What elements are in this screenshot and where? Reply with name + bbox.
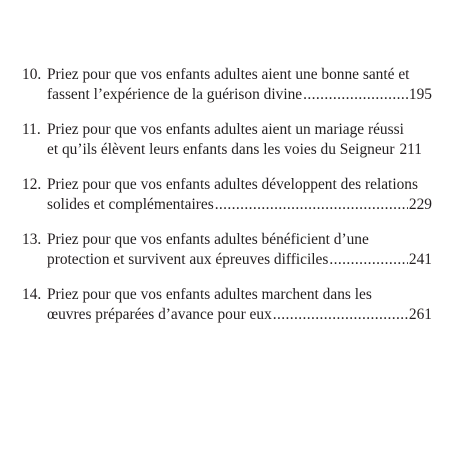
- toc-entry-title-line1: Priez pour que vos enfants adultes développent des relations: [47, 176, 418, 193]
- toc-entry-title-line2-row: [47, 140, 432, 160]
- toc-entry-number: 10.: [22, 66, 42, 83]
- toc-entry-title-line2: solides et complémentaires: [47, 196, 214, 213]
- toc-entry-page-number: 211: [399, 141, 422, 158]
- toc-entry-10: [22, 65, 432, 105]
- toc-entry-page-number: 241: [408, 251, 432, 268]
- toc-entry-title-line1: Priez pour que vos enfants adultes aient une bonne santé et: [47, 66, 410, 83]
- toc-entry-title-line2: protection et survivent aux épreuves difficiles: [47, 251, 329, 268]
- toc-entry-title-line2-row: [47, 85, 432, 105]
- toc-entry-page-number: 195: [408, 86, 432, 103]
- dot-leader: [329, 250, 408, 270]
- toc-entry-page-number: 229: [408, 196, 432, 213]
- toc-entry-title-line2: fassent l’expérience de la guérison divine: [47, 86, 303, 103]
- toc-entry-12: [22, 175, 432, 215]
- toc-entry-title-line2-row: [47, 250, 432, 270]
- toc-entry-title-line2: œuvres préparées d’avance pour eux: [47, 306, 272, 323]
- toc-entry-number: 11.: [22, 121, 41, 138]
- toc-entry-title-line2: et qu’ils élèvent leurs enfants dans les voies du Seigneur: [47, 141, 395, 158]
- toc-entry-number: 12.: [22, 176, 42, 193]
- toc-entry-title-line1: Priez pour que vos enfants adultes aient un mariage réussi: [47, 121, 404, 138]
- toc-entry-13: [22, 230, 432, 270]
- toc-entry-title-line1: Priez pour que vos enfants adultes bénéficient d’une: [47, 231, 369, 248]
- toc-entry-title-line2-row: [47, 305, 432, 325]
- table-of-contents: [22, 65, 432, 340]
- toc-entry-14: [22, 285, 432, 325]
- toc-entry-number: 13.: [22, 231, 42, 248]
- dot-leader: [303, 85, 408, 105]
- toc-entry-page-number: 261: [408, 306, 432, 323]
- dot-leader: [215, 195, 408, 215]
- toc-entry-number: 14.: [22, 286, 42, 303]
- toc-entry-11: [22, 120, 432, 160]
- toc-entry-title-line1: Priez pour que vos enfants adultes marchent dans les: [47, 286, 372, 303]
- dot-leader: [273, 305, 408, 325]
- toc-entry-title-line2-row: [47, 195, 432, 215]
